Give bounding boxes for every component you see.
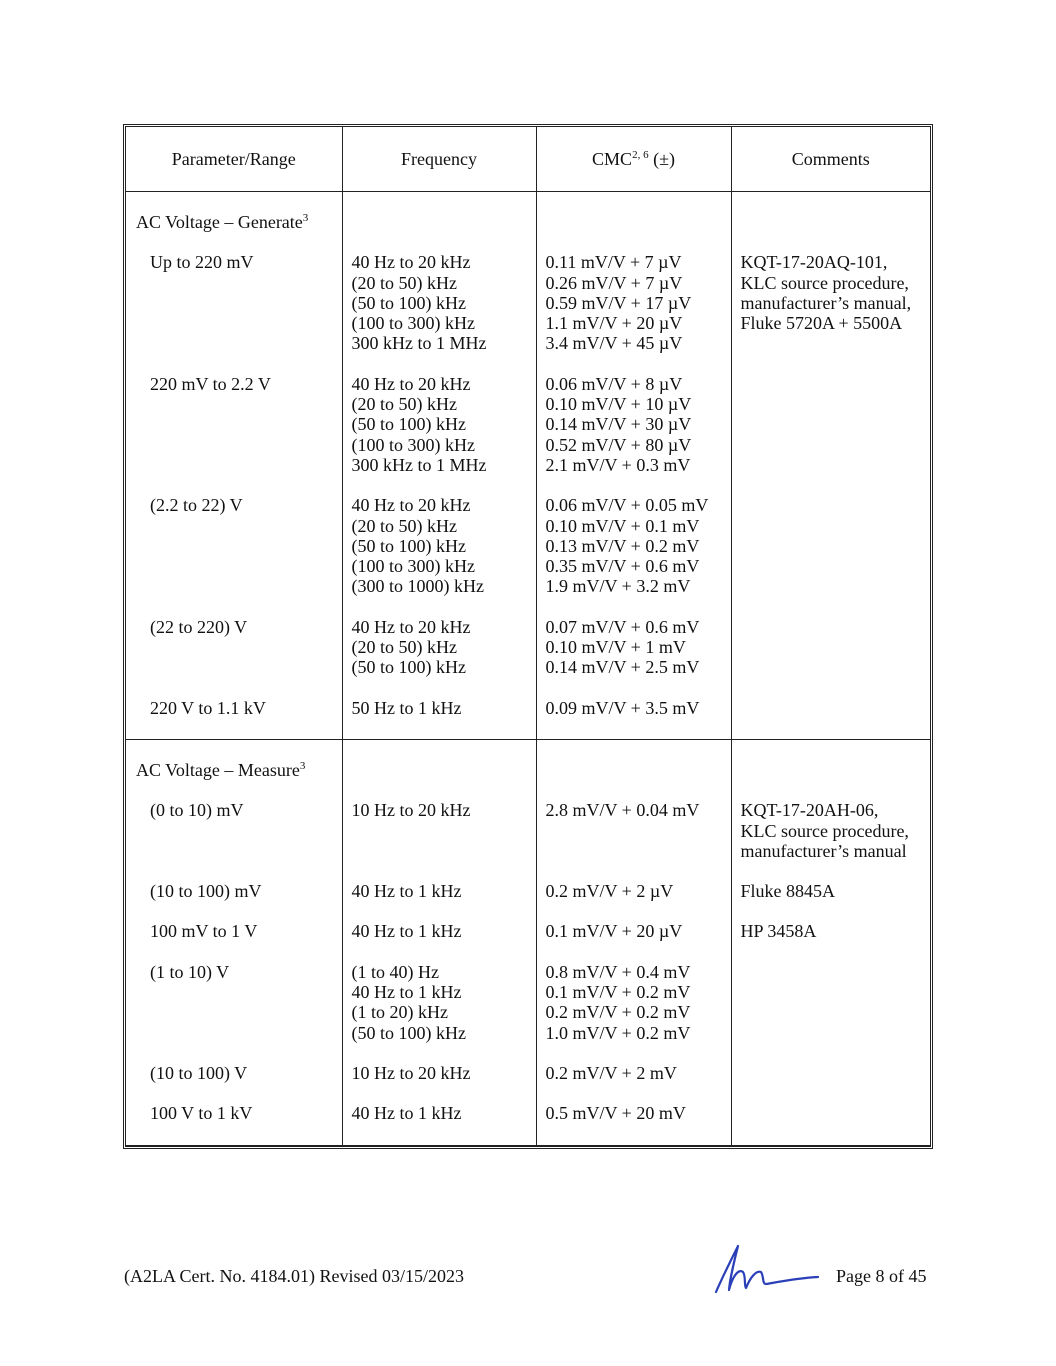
cmc-line: 0.5 mV/V + 20 mV — [545, 1103, 686, 1124]
cmc-line: 0.14 mV/V + 2.5 mV — [545, 657, 700, 678]
table-row — [126, 962, 930, 1063]
cmc-line: 0.26 mV/V + 7 µV — [545, 272, 683, 293]
comment-cell — [731, 881, 930, 921]
empty-cell — [536, 739, 731, 800]
frequency-line: 40 Hz to 1 kHz — [351, 881, 462, 902]
cmc-table — [126, 127, 930, 1146]
empty-cell — [731, 739, 930, 800]
frequency-line: 40 Hz to 1 kHz — [351, 1103, 462, 1124]
cmc-line: 2.8 mV/V + 0.04 mV — [545, 800, 700, 821]
cmc-cell — [536, 495, 731, 616]
header-parameter-range: Parameter/Range — [126, 127, 342, 192]
frequency-line: 40 Hz to 1 kHz — [351, 921, 462, 942]
comment-line: KLC source procedure, — [740, 820, 909, 841]
frequency-line: (1 to 40) Hz — [351, 961, 439, 982]
cmc-line: 0.06 mV/V + 8 µV — [545, 373, 683, 394]
cmc-line: 0.11 mV/V + 7 µV — [545, 252, 682, 273]
section-title — [126, 192, 342, 253]
range-value: (10 to 100) mV — [150, 881, 262, 902]
frequency-line: 40 Hz to 1 kHz — [351, 982, 462, 1003]
range-cell — [126, 921, 342, 961]
comment-cell — [731, 921, 930, 961]
section-title-row — [126, 192, 930, 253]
table-row — [126, 800, 930, 881]
comment-line: Fluke 8845A — [740, 881, 835, 902]
range-value: Up to 220 mV — [150, 252, 254, 273]
cmc-line: 0.2 mV/V + 2 mV — [545, 1062, 677, 1083]
table-row — [126, 698, 930, 740]
range-value: 220 mV to 2.2 V — [150, 373, 271, 394]
header-cmc-label: CMC — [592, 148, 633, 169]
comment-cell — [731, 698, 930, 740]
table-row — [126, 921, 930, 961]
empty-cell — [342, 192, 536, 253]
frequency-cell — [342, 1063, 536, 1103]
range-value: (22 to 220) V — [150, 616, 248, 637]
range-cell — [126, 881, 342, 921]
frequency-cell — [342, 698, 536, 740]
frequency-line: (50 to 100) kHz — [351, 657, 466, 678]
cmc-line: 1.0 mV/V + 0.2 mV — [545, 1022, 691, 1043]
cmc-cell — [536, 374, 731, 495]
cmc-line: 0.8 mV/V + 0.4 mV — [545, 961, 691, 982]
range-cell — [126, 698, 342, 740]
range-value: (2.2 to 22) V — [150, 495, 243, 516]
cmc-cell — [536, 617, 731, 698]
cmc-cell — [536, 962, 731, 1063]
cmc-line: 0.10 mV/V + 10 µV — [545, 394, 692, 415]
cmc-cell — [536, 800, 731, 881]
empty-cell — [536, 192, 731, 253]
table-row — [126, 1063, 930, 1103]
frequency-cell — [342, 374, 536, 495]
comment-cell — [731, 617, 930, 698]
comment-line: KQT-17-20AH-06, — [740, 800, 879, 821]
frequency-line: (50 to 100) kHz — [351, 1022, 466, 1043]
comment-cell — [731, 374, 930, 495]
cmc-line: 0.2 mV/V + 2 µV — [545, 881, 674, 902]
range-cell — [126, 962, 342, 1063]
range-cell — [126, 495, 342, 616]
cmc-cell — [536, 881, 731, 921]
signature-image — [712, 1238, 822, 1296]
frequency-line: 300 kHz to 1 MHz — [351, 454, 487, 475]
section-title-footnote: 3 — [302, 212, 309, 224]
range-value: 100 V to 1 kV — [150, 1103, 253, 1124]
frequency-cell — [342, 617, 536, 698]
cmc-cell — [536, 1103, 731, 1145]
comment-cell — [731, 962, 930, 1063]
cmc-line: 0.14 mV/V + 30 µV — [545, 414, 692, 435]
cmc-cell — [536, 252, 731, 373]
header-cmc-sign: (±) — [648, 148, 675, 169]
frequency-line: 40 Hz to 20 kHz — [351, 252, 471, 273]
header-cmc-footnote: 2, 6 — [632, 148, 649, 161]
cmc-line: 0.10 mV/V + 1 mV — [545, 637, 686, 658]
header-comments: Comments — [731, 127, 930, 192]
frequency-line: (50 to 100) kHz — [351, 414, 466, 435]
header-frequency: Frequency — [342, 127, 536, 192]
empty-cell — [731, 192, 930, 253]
frequency-line: 40 Hz to 20 kHz — [351, 616, 471, 637]
table-row — [126, 617, 930, 698]
frequency-cell — [342, 921, 536, 961]
table-row — [126, 374, 930, 495]
frequency-line: 10 Hz to 20 kHz — [351, 1062, 471, 1083]
frequency-cell — [342, 962, 536, 1063]
comment-line: KQT-17-20AQ-101, — [740, 252, 888, 273]
range-value: (0 to 10) mV — [150, 800, 244, 821]
cmc-cell — [536, 698, 731, 740]
section-title-footnote: 3 — [299, 759, 306, 772]
comment-cell — [731, 800, 930, 881]
cmc-line: 1.9 mV/V + 3.2 mV — [545, 576, 691, 597]
frequency-line: (20 to 50) kHz — [351, 515, 457, 536]
frequency-line: (100 to 300) kHz — [351, 434, 475, 455]
cmc-line: 3.4 mV/V + 45 µV — [545, 333, 683, 354]
table-row — [126, 495, 930, 616]
frequency-line: 10 Hz to 20 kHz — [351, 800, 471, 821]
cmc-line: 0.07 mV/V + 0.6 mV — [545, 616, 700, 637]
frequency-cell — [342, 495, 536, 616]
section-title-text: AC Voltage – Measure — [136, 759, 300, 780]
range-value: (1 to 10) V — [150, 961, 230, 982]
cmc-line: 2.1 mV/V + 0.3 mV — [545, 454, 691, 475]
frequency-line: 50 Hz to 1 kHz — [351, 697, 462, 718]
section-title-row — [126, 739, 930, 800]
table-row — [126, 252, 930, 373]
range-cell — [126, 617, 342, 698]
range-cell — [126, 252, 342, 373]
frequency-line: 40 Hz to 20 kHz — [351, 495, 471, 516]
comment-cell — [731, 1063, 930, 1103]
cmc-line: 0.35 mV/V + 0.6 mV — [545, 556, 700, 577]
frequency-cell — [342, 1103, 536, 1145]
cmc-line: 0.52 mV/V + 80 µV — [545, 434, 692, 455]
cmc-line: 0.59 mV/V + 17 µV — [545, 292, 692, 313]
table-header-row — [126, 127, 930, 192]
cmc-line: 0.1 mV/V + 0.2 mV — [545, 982, 691, 1003]
section-title-text: AC Voltage – Generate — [136, 212, 303, 232]
range-cell — [126, 800, 342, 881]
comment-line: manufacturer’s manual — [740, 840, 907, 861]
frequency-line: 300 kHz to 1 MHz — [351, 333, 487, 354]
comment-cell — [731, 1103, 930, 1145]
range-cell — [126, 1103, 342, 1145]
frequency-line: 40 Hz to 20 kHz — [351, 373, 471, 394]
frequency-line: (300 to 1000) kHz — [351, 576, 484, 597]
comment-cell — [731, 252, 930, 373]
range-cell — [126, 374, 342, 495]
frequency-cell — [342, 800, 536, 881]
signature-stroke — [716, 1246, 818, 1292]
table-row — [126, 881, 930, 921]
comment-line: manufacturer’s manual, — [740, 292, 912, 313]
frequency-line: (50 to 100) kHz — [351, 292, 466, 313]
cmc-line: 0.09 mV/V + 3.5 mV — [545, 697, 700, 718]
cmc-line: 0.1 mV/V + 20 µV — [545, 921, 683, 942]
frequency-line: (50 to 100) kHz — [351, 535, 466, 556]
cmc-line: 0.2 mV/V + 0.2 mV — [545, 1002, 691, 1023]
header-cmc — [536, 127, 731, 192]
cmc-line: 0.10 mV/V + 0.1 mV — [545, 515, 700, 536]
page-number: Page 8 of 45 — [836, 1266, 927, 1286]
frequency-line: (20 to 50) kHz — [351, 272, 457, 293]
table-body — [126, 192, 930, 1146]
empty-cell — [342, 739, 536, 800]
table-row — [126, 1103, 930, 1145]
frequency-cell — [342, 252, 536, 373]
cmc-cell — [536, 1063, 731, 1103]
frequency-cell — [342, 881, 536, 921]
comment-line: Fluke 5720A + 5500A — [740, 313, 903, 334]
accreditation-table-frame — [123, 124, 933, 1149]
comment-line: HP 3458A — [740, 921, 817, 942]
cmc-line: 0.06 mV/V + 0.05 mV — [545, 495, 709, 516]
comment-line: KLC source procedure, — [740, 272, 909, 293]
frequency-line: (100 to 300) kHz — [351, 313, 475, 334]
range-value: (10 to 100) V — [150, 1062, 248, 1083]
certificate-revision: (A2LA Cert. No. 4184.01) Revised 03/15/2023 — [124, 1266, 464, 1286]
comment-cell — [731, 495, 930, 616]
cmc-cell — [536, 921, 731, 961]
cmc-line: 1.1 mV/V + 20 µV — [545, 313, 683, 334]
frequency-line: (20 to 50) kHz — [351, 637, 457, 658]
section-title — [126, 739, 342, 800]
cmc-line: 0.13 mV/V + 0.2 mV — [545, 535, 700, 556]
frequency-line: (20 to 50) kHz — [351, 394, 457, 415]
frequency-line: (100 to 300) kHz — [351, 556, 475, 577]
range-value: 100 mV to 1 V — [150, 921, 258, 942]
frequency-line: (1 to 20) kHz — [351, 1002, 448, 1023]
range-cell — [126, 1063, 342, 1103]
range-value: 220 V to 1.1 kV — [150, 697, 266, 718]
